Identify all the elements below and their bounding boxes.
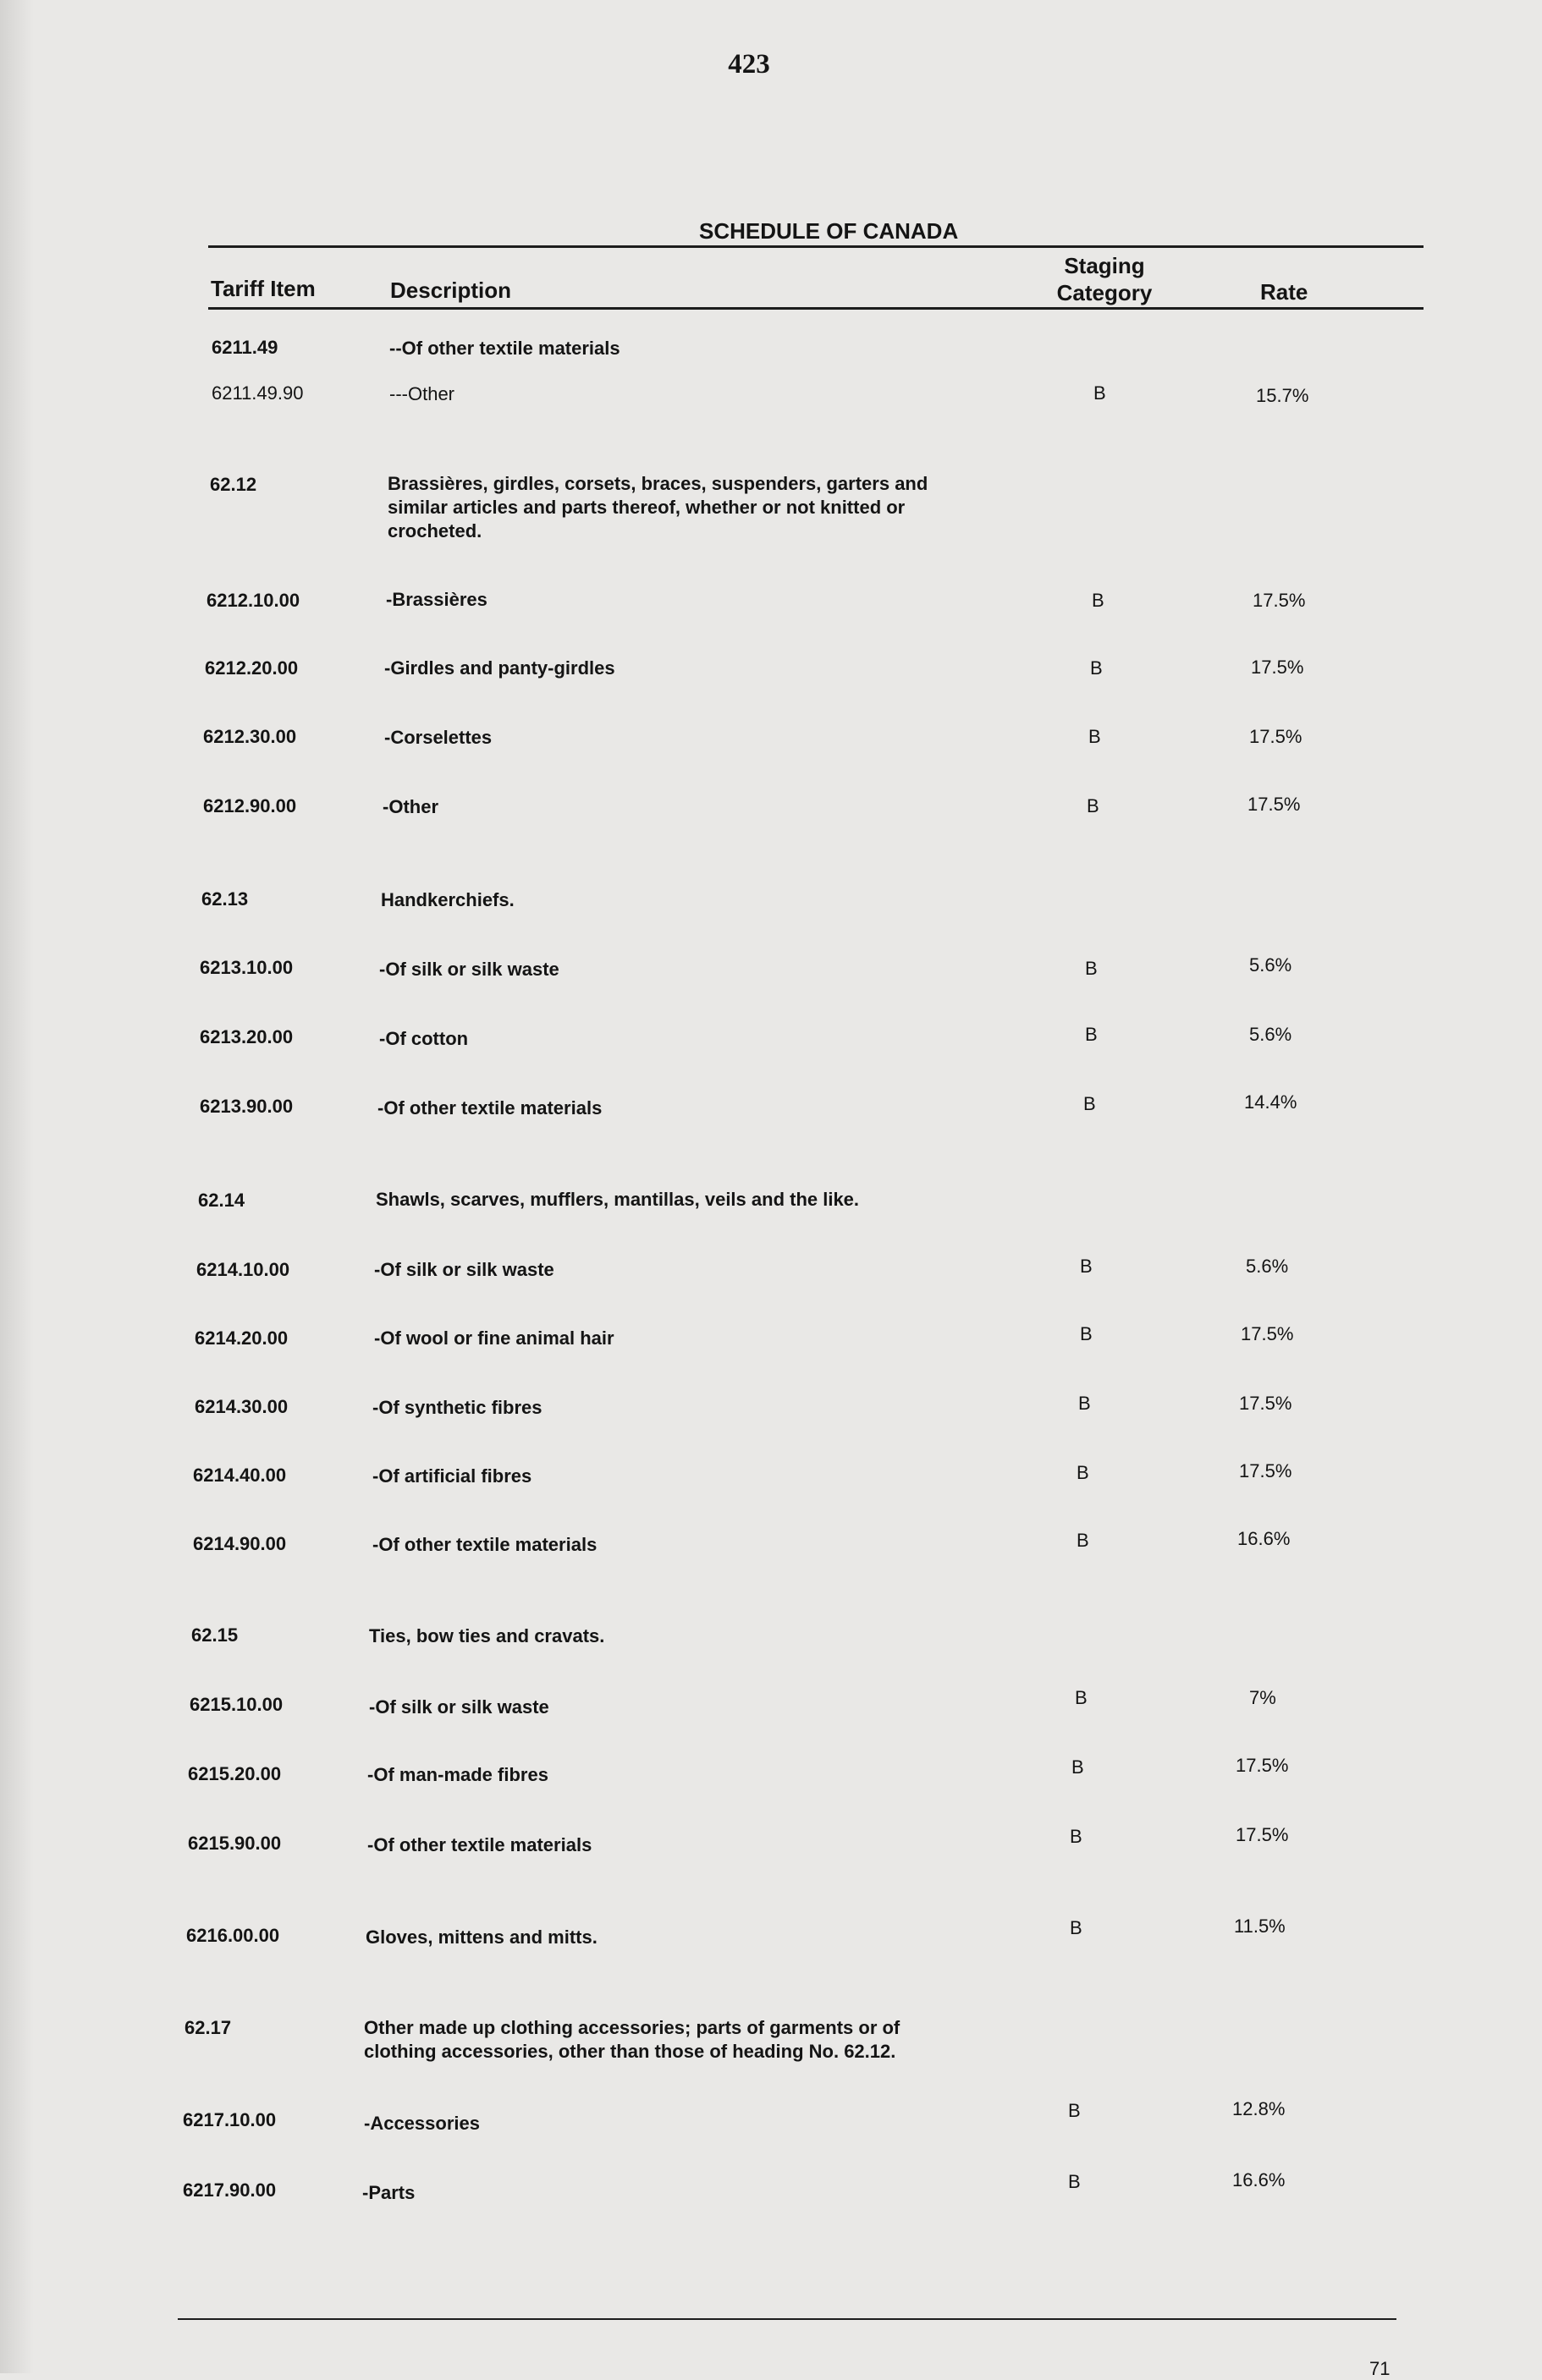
tariff-rate: 17.5% — [1236, 1755, 1289, 1776]
tariff-rate: 17.5% — [1253, 590, 1306, 611]
staging-category: B — [1077, 1530, 1089, 1551]
tariff-code: 6211.49 — [212, 337, 278, 358]
header-top-rule — [208, 245, 1424, 248]
tariff-rate: 12.8% — [1232, 2098, 1286, 2119]
item-description: Other made up clothing accessories; parts of garments or of clothing accessories, other than those of heading No. 62.12. — [364, 2017, 900, 2062]
tariff-code: 62.13 — [201, 888, 249, 910]
tariff-code: 6211.49.90 — [212, 382, 304, 404]
item-description: ---Other — [389, 383, 454, 404]
header-staging-category — [1041, 252, 1168, 306]
staging-category: B — [1092, 590, 1104, 611]
tariff-code: 6212.30.00 — [203, 726, 297, 747]
tariff-code: 6212.90.00 — [203, 795, 297, 816]
item-description: -Corselettes — [384, 727, 493, 748]
header-staging-line1: Staging — [1064, 253, 1145, 278]
item-description: -Of silk or silk waste — [379, 959, 559, 980]
item-description: -Other — [383, 796, 438, 817]
staging-category: B — [1090, 657, 1103, 679]
staging-category: B — [1068, 2171, 1081, 2192]
item-description: -Of wool or fine animal hair — [374, 1327, 614, 1349]
staging-category: B — [1080, 1323, 1093, 1344]
staging-category: B — [1077, 1462, 1089, 1483]
tariff-rate: 16.6% — [1232, 2169, 1286, 2190]
tariff-code: 6214.40.00 — [193, 1465, 287, 1486]
staging-category: B — [1071, 1756, 1084, 1778]
tariff-rate: 5.6% — [1249, 954, 1292, 976]
staging-category: B — [1087, 795, 1099, 816]
header-bottom-rule — [208, 307, 1424, 310]
tariff-rate: 17.5% — [1247, 794, 1301, 815]
tariff-code: 6214.20.00 — [195, 1327, 289, 1349]
tariff-code: 6216.00.00 — [186, 1925, 280, 1946]
tariff-code: 6217.10.00 — [183, 2109, 277, 2130]
staging-category: B — [1085, 1024, 1098, 1045]
tariff-code: 6215.90.00 — [188, 1833, 282, 1854]
page-edge-shadow — [0, 0, 34, 2373]
tariff-code: 62.15 — [191, 1624, 239, 1646]
tariff-code: 6213.20.00 — [200, 1026, 294, 1047]
staging-category: B — [1080, 1256, 1093, 1277]
staging-category: B — [1085, 958, 1098, 979]
staging-category: B — [1093, 382, 1106, 404]
tariff-code: 6213.10.00 — [200, 957, 294, 978]
item-description: -Of artificial fibres — [372, 1465, 532, 1487]
item-description: -Of cotton — [379, 1028, 469, 1049]
item-description: -Of other textile materials — [377, 1097, 603, 1119]
tariff-code: 6215.20.00 — [188, 1763, 282, 1784]
header-tariff-item: Tariff Item — [211, 276, 316, 301]
tariff-rate: 17.5% — [1251, 657, 1304, 678]
tariff-code: 62.14 — [198, 1190, 245, 1211]
tariff-code: 62.12 — [210, 474, 257, 495]
item-description: -Parts — [362, 2182, 416, 2203]
tariff-code: 6212.10.00 — [207, 590, 300, 611]
tariff-code: 6214.90.00 — [193, 1533, 287, 1554]
page-number: 423 — [728, 49, 770, 80]
staging-category: B — [1068, 2100, 1081, 2121]
tariff-rate: 17.5% — [1249, 726, 1302, 747]
tariff-rate: 17.5% — [1236, 1824, 1289, 1845]
tariff-code: 6213.90.00 — [200, 1096, 294, 1117]
tariff-rate: 5.6% — [1249, 1024, 1292, 1045]
tariff-code: 62.17 — [184, 2017, 232, 2038]
item-description: -Of silk or silk waste — [369, 1696, 549, 1718]
staging-category: B — [1088, 726, 1101, 747]
staging-category: B — [1083, 1093, 1096, 1114]
item-description: -Accessories — [364, 2113, 480, 2134]
tariff-code: 6214.30.00 — [195, 1396, 289, 1417]
tariff-rate: 17.5% — [1239, 1393, 1292, 1414]
item-description: -Of other textile materials — [367, 1834, 592, 1855]
item-description: -Brassières — [386, 589, 487, 610]
tariff-rate: 14.4% — [1244, 1091, 1297, 1113]
tariff-rate: 15.7% — [1256, 385, 1309, 406]
item-description: Ties, bow ties and cravats. — [369, 1625, 605, 1646]
tariff-rate: 16.6% — [1237, 1528, 1291, 1549]
staging-category: B — [1070, 1917, 1082, 1938]
tariff-rate: 7% — [1249, 1687, 1276, 1708]
tariff-rate: 17.5% — [1239, 1460, 1292, 1481]
schedule-title: SCHEDULE OF CANADA — [699, 218, 959, 244]
item-description: -Girdles and panty-girdles — [384, 657, 615, 679]
item-description: Shawls, scarves, mufflers, mantillas, veils and the like. — [376, 1189, 860, 1210]
header-description: Description — [390, 278, 512, 303]
tariff-rate: 5.6% — [1246, 1256, 1289, 1277]
item-description: --Of other textile materials — [389, 338, 620, 359]
staging-category: B — [1078, 1393, 1091, 1414]
item-description: -Of silk or silk waste — [374, 1259, 554, 1280]
item-description: -Of other textile materials — [372, 1534, 598, 1555]
item-description: Gloves, mittens and mitts. — [366, 1927, 598, 1948]
staging-category: B — [1075, 1687, 1088, 1708]
tariff-code: 6217.90.00 — [183, 2179, 277, 2201]
staging-category: B — [1070, 1826, 1082, 1847]
footer-rule — [178, 2318, 1396, 2320]
tariff-rate: 11.5% — [1234, 1916, 1286, 1937]
tariff-code: 6214.10.00 — [196, 1259, 290, 1280]
item-description: Handkerchiefs. — [381, 889, 515, 910]
tariff-code: 6212.20.00 — [205, 657, 299, 679]
header-rate: Rate — [1260, 279, 1308, 305]
tariff-rate: 17.5% — [1241, 1323, 1294, 1344]
item-description: -Of synthetic fibres — [372, 1397, 542, 1418]
item-description: Brassières, girdles, corsets, braces, suspenders, garters and similar articles and parts thereof, whether or not knitted or crocheted. — [388, 473, 928, 541]
header-staging-line2: Category — [1056, 280, 1153, 305]
item-description: -Of man-made fibres — [367, 1764, 548, 1785]
folio-number: 71 — [1369, 2358, 1391, 2379]
tariff-code: 6215.10.00 — [190, 1694, 284, 1715]
